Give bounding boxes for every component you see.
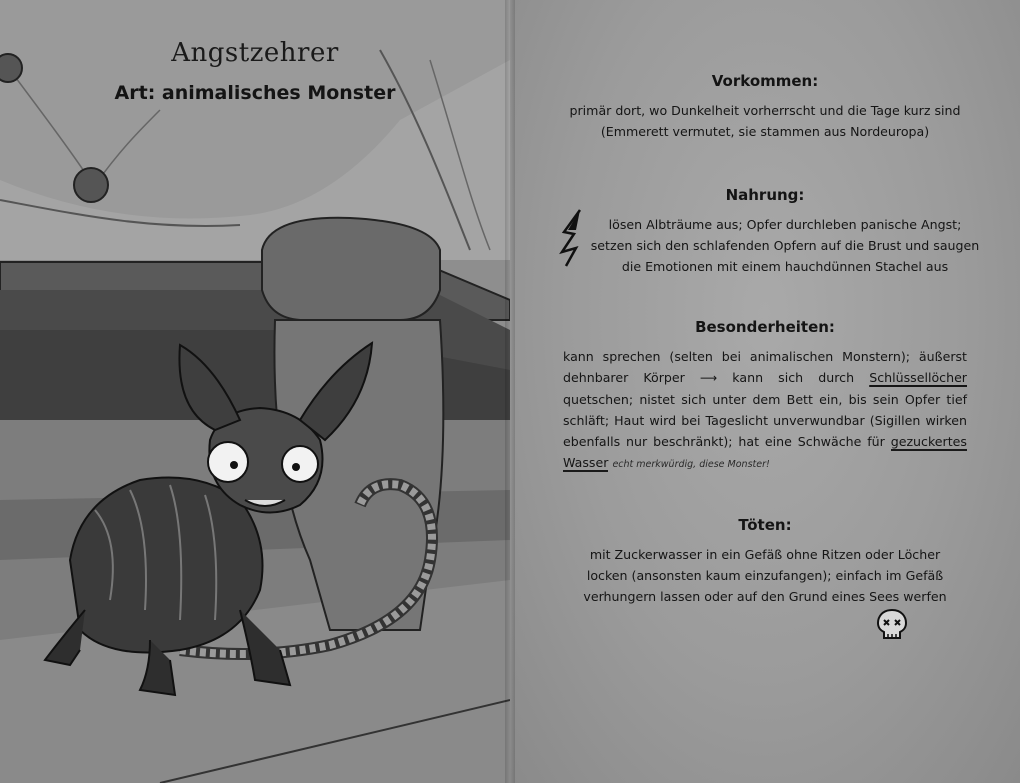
heading-vorkommen: Vorkommen: — [711, 72, 819, 90]
right-page — [510, 0, 1020, 783]
title-block — [0, 38, 510, 104]
monster-name: Angstzehrer — [171, 38, 339, 68]
lightning-bolt-icon — [558, 208, 588, 268]
text-besonderheiten — [563, 346, 967, 475]
text-besonderheiten-a: kann sprechen (selten bei animalischen Monstern); äußerst dehnbarer Körper — [563, 349, 967, 385]
highlight-gezuckertes-wasser: gezuckertes Wasser — [563, 434, 967, 470]
skull-icon — [874, 607, 910, 643]
text-nahrung: lösen Albträume aus; Opfer durchleben panische Angst; setzen sich den schlafenden Opfern auf die Brust und saugen die Emotionen mit einem hauchdünnen Stachel aus — [590, 217, 980, 274]
section-besonderheiten — [510, 318, 1020, 475]
section-toeten — [510, 516, 1020, 607]
text-toeten: mit Zuckerwasser in ein Gefäß ohne Ritzen oder Löcher locken (ansonsten kaum einzufangen); einfach im Gefäß verhungern lassen oder auf den Grund eines Sees werfen — [583, 547, 947, 604]
monster-kind: Art: animalisches Monster — [114, 82, 396, 104]
text-besonderheiten-c: quetschen; nistet sich unter dem Bett ein, bis sein Opfer tief schläft; Haut wird bei Tageslicht unverwundbar (Sigillen wirken ebenfalls nur beschränkt); hat eine Schwäche für — [563, 392, 967, 449]
heading-nahrung: Nahrung: — [725, 186, 805, 204]
text-besonderheiten-b: kann sich durch — [732, 370, 855, 385]
heading-besonderheiten: Besonderheiten: — [695, 318, 835, 336]
text-vorkommen: primär dort, wo Dunkelheit vorherrscht und die Tage kurz sind (Emmerett vermutet, sie stammen aus Nordeuropa) — [569, 103, 961, 139]
highlight-schluesselloecher: Schlüssellöcher — [869, 370, 967, 385]
handwritten-note: echt merkwürdig, diese Monster! — [612, 459, 770, 470]
arrow-icon: ⟶ — [699, 371, 718, 385]
section-vorkommen — [510, 72, 1020, 142]
heading-toeten: Töten: — [738, 516, 792, 534]
book-gutter — [505, 0, 515, 783]
